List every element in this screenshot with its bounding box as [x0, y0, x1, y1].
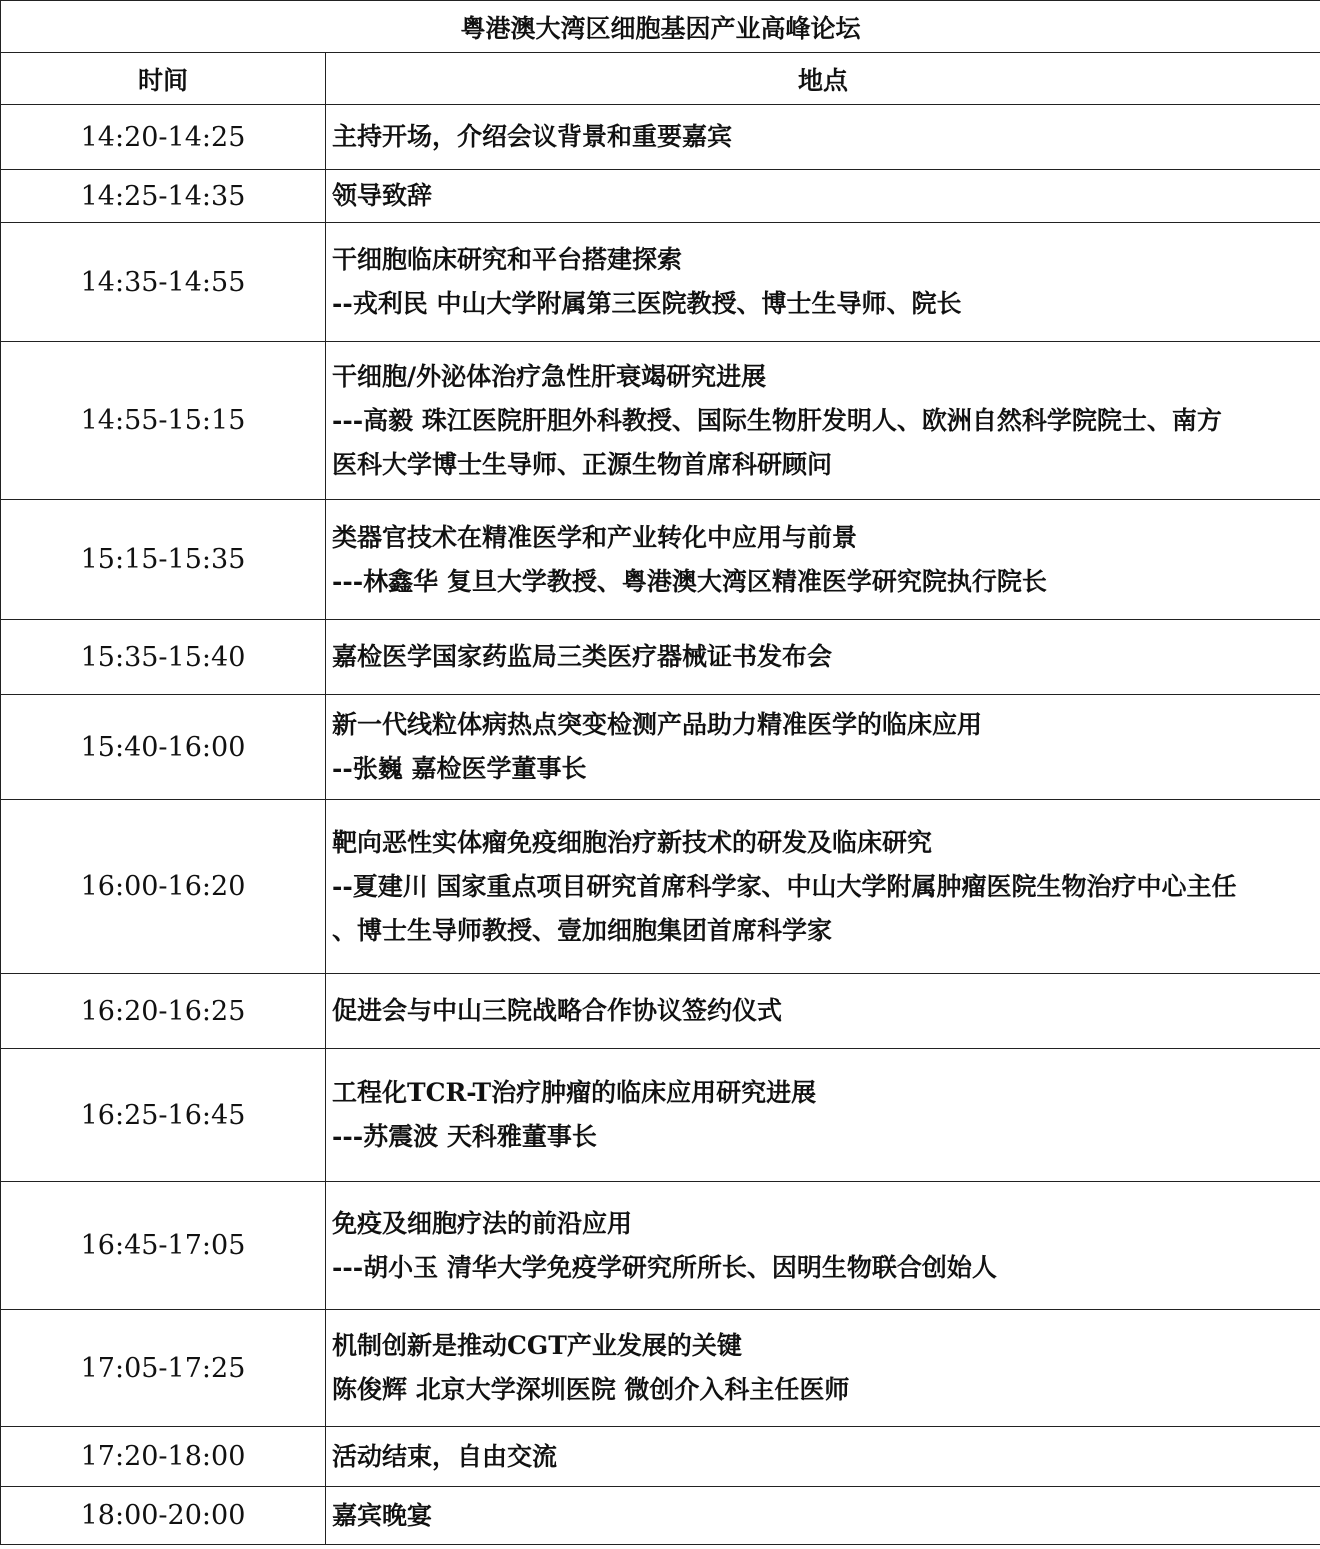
row-content: [326, 1487, 1320, 1545]
row-content-line: 促进会与中山三院战略合作协议签约仪式: [332, 996, 783, 1025]
table-row: [1, 170, 1320, 223]
row-time: 16:00-16:20: [1, 800, 326, 974]
row-content-line: 陈俊辉 北京大学深圳医院 微创介入科主任医师: [332, 1375, 850, 1404]
row-content-line: 机制创新是推动CGT产业发展的关键: [332, 1331, 742, 1360]
table-row: [1, 342, 1320, 500]
header-row: [1, 53, 1320, 105]
row-content: [326, 342, 1320, 500]
header-time: 时间: [1, 53, 326, 105]
row-content: [326, 105, 1320, 170]
row-content-line: 嘉宾晚宴: [332, 1500, 433, 1530]
table-row: [1, 1310, 1320, 1427]
table-row: [1, 800, 1320, 974]
row-content: [326, 500, 1320, 620]
row-content: [326, 974, 1320, 1049]
row-content-line: 干细胞/外泌体治疗急性肝衰竭研究进展: [332, 361, 767, 391]
row-time: 17:05-17:25: [1, 1310, 326, 1427]
row-content: [326, 695, 1320, 800]
row-content-line: 活动结束，自由交流: [332, 1441, 558, 1471]
table-row: [1, 1487, 1320, 1545]
row-content-line: ---苏震波 天科雅董事长: [332, 1122, 597, 1151]
row-content: [326, 1182, 1320, 1310]
row-content-line: 新一代线粒体病热点突变检测产品助力精准医学的临床应用: [332, 710, 983, 739]
row-content-line: 主持开场，介绍会议背景和重要嘉宾: [332, 122, 733, 151]
row-time: 14:25-14:35: [1, 170, 326, 223]
row-time: 18:00-20:00: [1, 1487, 326, 1545]
row-content-line: 类器官技术在精准医学和产业转化中应用与前景: [332, 522, 858, 552]
row-content-line: --张巍 嘉检医学董事长: [332, 754, 587, 783]
row-content-line: 干细胞临床研究和平台搭建探索: [332, 245, 683, 274]
row-content-line: ---高毅 珠江医院肝胆外科教授、国际生物肝发明人、欧洲自然科学院院士、南方: [332, 405, 1222, 435]
row-content-line: 工程化TCR-T治疗肿瘤的临床应用研究进展: [332, 1078, 817, 1107]
row-content: [326, 800, 1320, 974]
row-time: 14:55-15:15: [1, 342, 326, 500]
table-row: [1, 223, 1320, 342]
row-content-line: ---胡小玉 清华大学免疫学研究所所长、因明生物联合创始人: [332, 1252, 997, 1282]
row-content-line: 、博士生导师教授、壹加细胞集团首席科学家: [332, 915, 833, 945]
row-content-line: --戎利民 中山大学附属第三医院教授、博士生导师、院长: [332, 289, 962, 318]
row-time: 17:20-18:00: [1, 1427, 326, 1487]
title-row: [1, 1, 1320, 53]
table-row: [1, 1182, 1320, 1310]
table-row: [1, 105, 1320, 170]
agenda-body: [1, 1, 1320, 1545]
row-content-line: ---林鑫华 复旦大学教授、粤港澳大湾区精准医学研究院执行院长: [332, 566, 1047, 596]
row-content-line: --夏建川 国家重点项目研究首席科学家、中山大学附属肿瘤医院生物治疗中心主任: [332, 871, 1237, 901]
row-time: 15:35-15:40: [1, 620, 326, 695]
row-content-line: 医科大学博士生导师、正源生物首席科研顾问: [332, 449, 833, 479]
row-time: 15:40-16:00: [1, 695, 326, 800]
row-content: [326, 170, 1320, 223]
row-content: [326, 1310, 1320, 1427]
row-content: [326, 1049, 1320, 1182]
row-time: 16:25-16:45: [1, 1049, 326, 1182]
row-content: [326, 620, 1320, 695]
row-content: [326, 223, 1320, 342]
row-time: 14:20-14:25: [1, 105, 326, 170]
row-content-line: 嘉检医学国家药监局三类医疗器械证书发布会: [332, 642, 833, 671]
row-content-line: 领导致辞: [332, 181, 433, 210]
row-content-line: 免疫及细胞疗法的前沿应用: [332, 1208, 633, 1238]
table-row: [1, 620, 1320, 695]
row-content: [326, 1427, 1320, 1487]
row-content-line: 靶向恶性实体瘤免疫细胞治疗新技术的研发及临床研究: [332, 827, 933, 857]
table-row: [1, 500, 1320, 620]
table-row: [1, 974, 1320, 1049]
row-time: 16:45-17:05: [1, 1182, 326, 1310]
row-time: 15:15-15:35: [1, 500, 326, 620]
table-row: [1, 695, 1320, 800]
row-time: 16:20-16:25: [1, 974, 326, 1049]
table-row: [1, 1049, 1320, 1182]
table-title: 粤港澳大湾区细胞基因产业高峰论坛: [1, 1, 1320, 53]
table-row: [1, 1427, 1320, 1487]
header-content: 地点: [326, 53, 1320, 105]
row-time: 14:35-14:55: [1, 223, 326, 342]
